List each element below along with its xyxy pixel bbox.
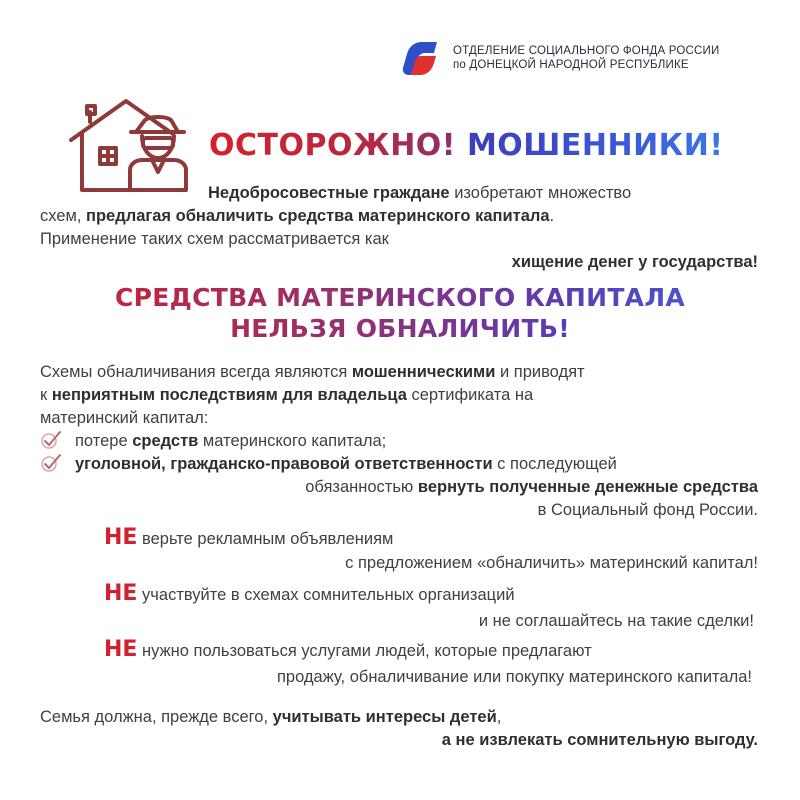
- consequence-item-2: уголовной, гражданско-правовой ответственности с последующей: [75, 455, 617, 473]
- closing-line-1: Семья должна, прежде всего, учитывать интересы детей,: [40, 708, 502, 726]
- warning-1-line-2: с предложением «обналичить» материнский капитал!: [345, 554, 758, 572]
- house-fraudster-icon: [68, 98, 198, 196]
- warning-2-line-2: и не соглашайтесь на такие сделки!: [478, 612, 754, 630]
- warning-3-line-1: НЕ нужно пользоваться услугами людей, которые предлагают: [104, 637, 592, 662]
- ne-label: НЕ: [104, 525, 138, 550]
- check-circle-icon: [40, 453, 62, 473]
- org-name-line1: ОТДЕЛЕНИЕ СОЦИАЛЬНОГО ФОНДА РОССИИ: [453, 45, 720, 57]
- consequence-item-2-cont-1: обязанностью вернуть полученные денежные средства: [305, 478, 758, 496]
- intro-line-4: хищение денег у государства!: [511, 253, 758, 271]
- warning-2-line-1: НЕ участвуйте в схемах сомнительных организаций: [104, 581, 515, 606]
- headline: [209, 128, 724, 163]
- intro-line-3: Применение таких схем рассматривается как: [40, 230, 389, 248]
- intro-line-1: Недобросовестные граждане изобретают множество: [208, 184, 632, 202]
- ne-label: НЕ: [104, 637, 138, 662]
- org-name-line2: по ДОНЕЦКОЙ НАРОДНОЙ РЕСПУБЛИКЕ: [453, 59, 689, 71]
- headline-fraudsters: МОШЕННИКИ!: [466, 128, 724, 163]
- intro-line-2: схем, предлагая обналичить средства материнского капитала.: [40, 207, 555, 225]
- big-heading-line-2: НЕЛЬЗЯ ОБНАЛИЧИТЬ!: [0, 314, 800, 343]
- warning-3-line-2: продажу, обналичивание или покупку материнского капитала!: [276, 668, 752, 686]
- schemes-line-1: Схемы обналичивания всегда являются мошенническими и приводят: [40, 363, 585, 381]
- headline-caution: ОСТОРОЖНО!: [209, 128, 456, 163]
- sfr-logo-icon: [396, 38, 444, 78]
- schemes-line-3: материнский капитал:: [40, 409, 209, 427]
- big-heading-line-1: СРЕДСТВА МАТЕРИНСКОГО КАПИТАЛА: [0, 283, 800, 312]
- schemes-line-2: к неприятным последствиям для владельца сертификата на: [40, 386, 534, 404]
- check-circle-icon: [40, 430, 62, 450]
- consequence-item-2-cont-2: в Социальный фонд России.: [537, 501, 758, 519]
- ne-label: НЕ: [104, 581, 138, 606]
- consequence-item-1: потере средств материнского капитала;: [75, 432, 387, 450]
- warning-1-line-1: НЕ верьте рекламным объявлениям: [104, 525, 394, 550]
- org-name: [453, 44, 719, 72]
- closing-line-2: а не извлекать сомнительную выгоду.: [441, 731, 758, 749]
